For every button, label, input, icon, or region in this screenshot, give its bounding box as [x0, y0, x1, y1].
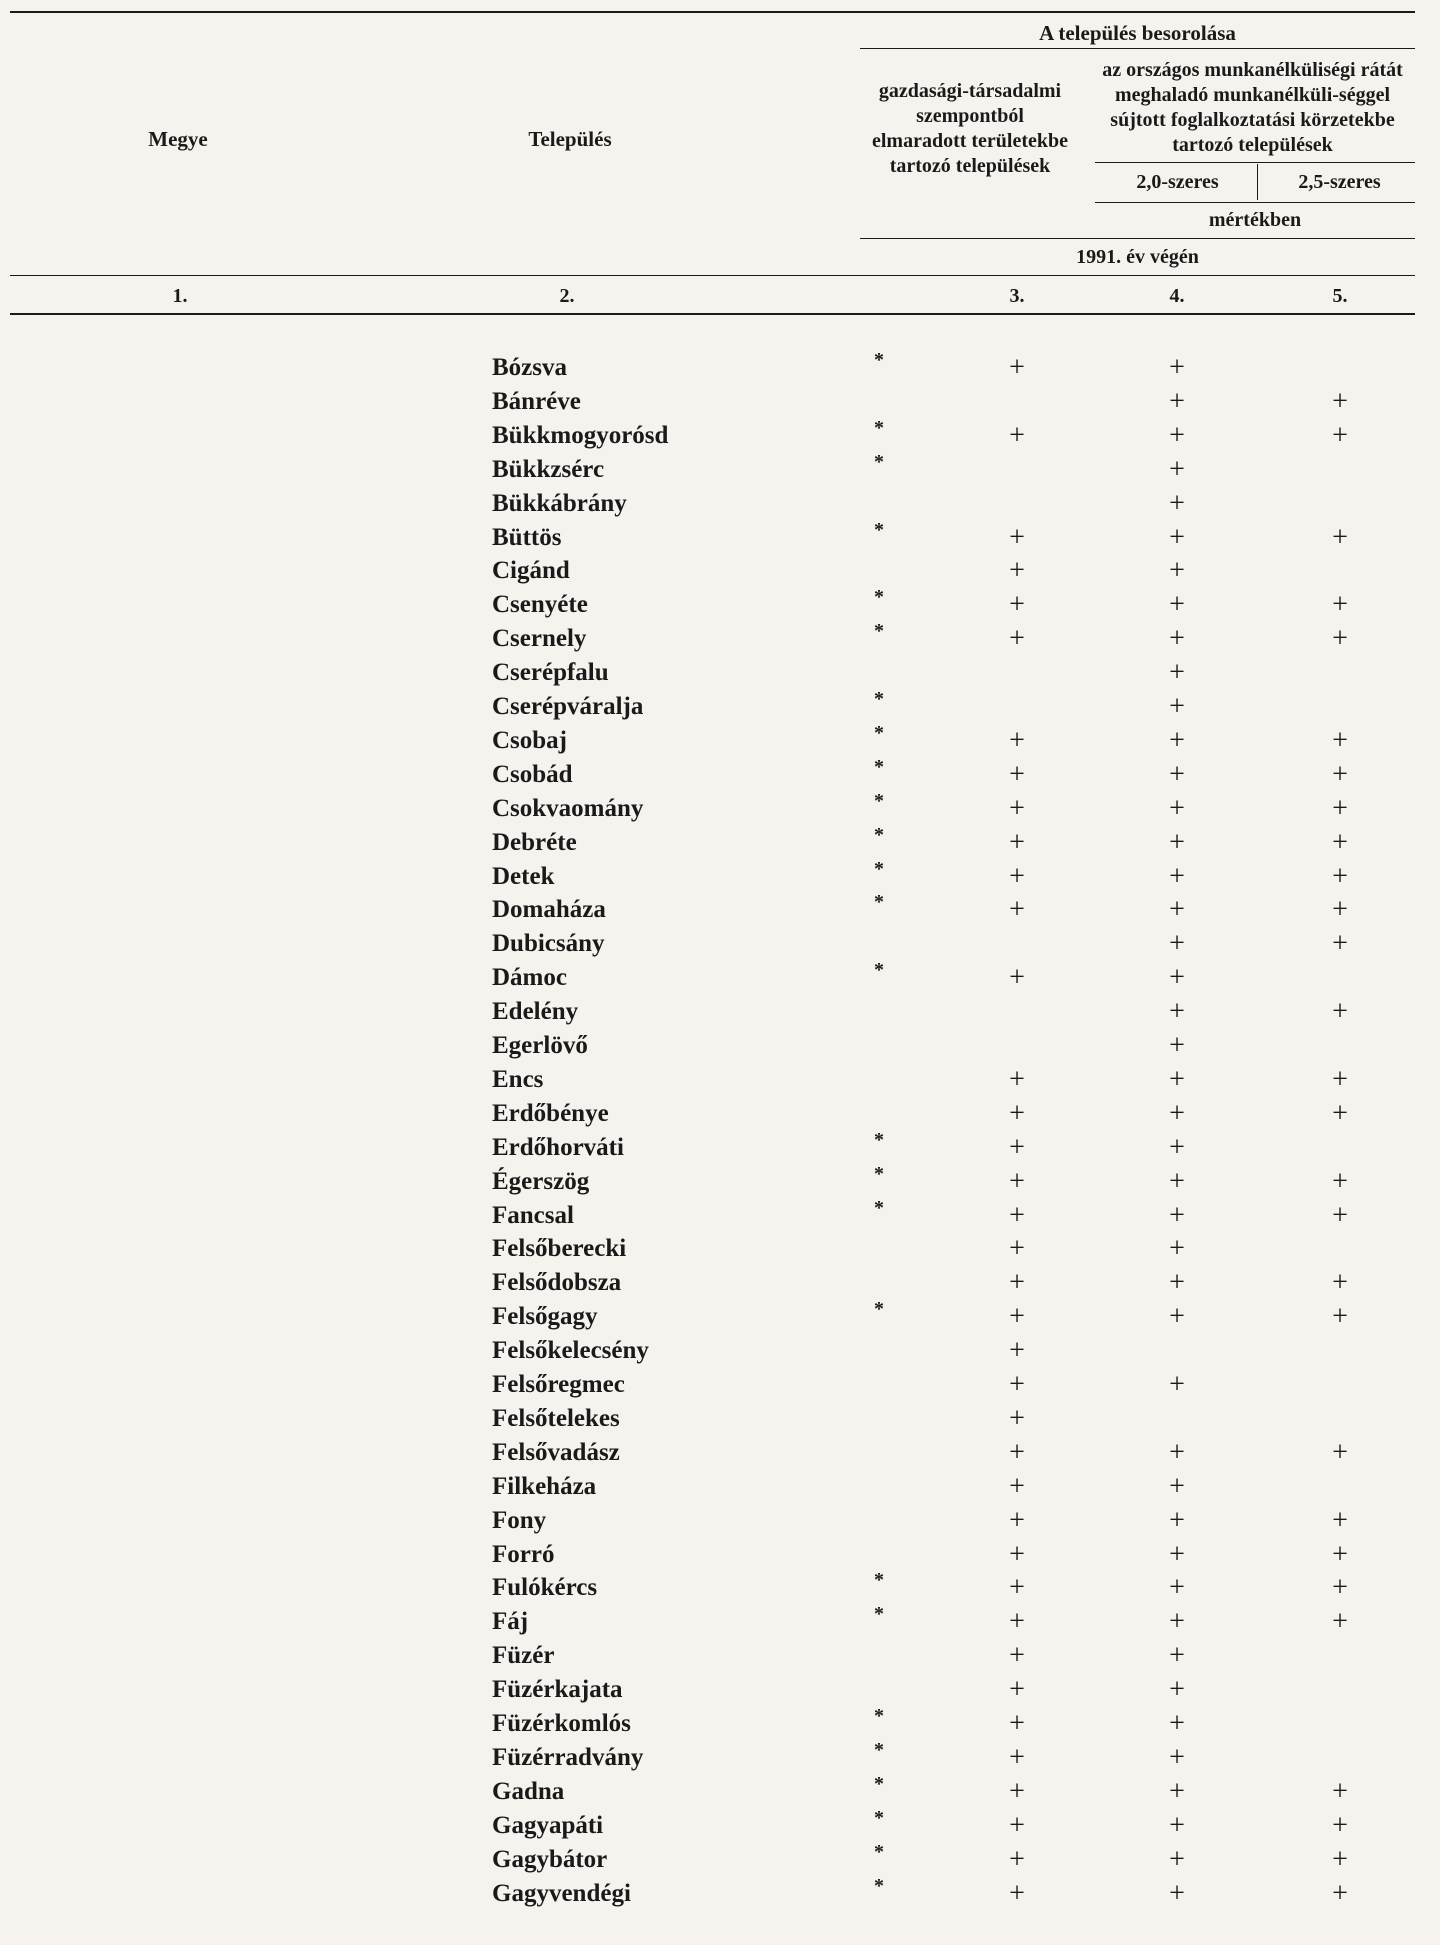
settlement-name: Csobád [492, 760, 573, 788]
col5-plus: + [1332, 792, 1348, 824]
col3-plus: + [1009, 1538, 1025, 1570]
settlement-name: Csernely [492, 625, 587, 653]
table-row [0, 1740, 1440, 1774]
col4-plus: + [1169, 691, 1185, 722]
col4-plus: + [1169, 1640, 1185, 1672]
col4-plus: + [1169, 1063, 1185, 1095]
col3-plus: + [1009, 758, 1025, 790]
settlement-name: Gadna [492, 1777, 565, 1805]
col3-plus: + [1009, 1436, 1025, 1468]
col3-plus: + [1009, 352, 1025, 383]
col3-plus: + [1009, 1775, 1025, 1807]
col5-plus: + [1332, 1877, 1348, 1909]
col5-plus: + [1332, 758, 1348, 790]
star-mark: * [874, 1874, 884, 1897]
col3-plus: + [1009, 826, 1025, 858]
group-title-rule [860, 48, 1415, 49]
col5-plus: + [1332, 1301, 1348, 1333]
col3-plus: + [1009, 1877, 1025, 1909]
col5-plus: + [1332, 1436, 1348, 1468]
star-mark: * [874, 789, 884, 812]
col4-plus: + [1169, 1301, 1185, 1333]
settlement-name: Cigánd [492, 557, 570, 585]
table-row [0, 791, 1440, 825]
col4-plus: + [1169, 352, 1185, 383]
settlement-name: Erdőbénye [492, 1099, 609, 1127]
col3-plus: + [1009, 1402, 1025, 1434]
col4-plus: + [1169, 996, 1185, 1028]
table-row [0, 1435, 1440, 1469]
settlement-name: Encs [492, 1065, 544, 1093]
star-mark: * [874, 1806, 884, 1829]
colnum-5: 5. [1332, 285, 1348, 307]
header-bottom-rule [10, 275, 1415, 276]
col4-plus: + [1169, 928, 1185, 960]
star-mark: * [874, 416, 884, 439]
settlement-name: Dubicsány [492, 930, 605, 958]
table-row [0, 825, 1440, 859]
group-title: A település besorolása [1039, 21, 1236, 45]
col4-plus: + [1169, 1572, 1185, 1604]
col4-plus: + [1169, 724, 1185, 756]
settlement-name: Felsődobsza [492, 1269, 622, 1297]
col5-plus: + [1332, 1572, 1348, 1604]
col3-plus: + [1009, 1504, 1025, 1536]
star-mark: * [874, 959, 884, 982]
settlement-name: Füzérradvány [492, 1743, 644, 1771]
col5-plus: + [1332, 521, 1348, 553]
settlement-name: Gagyvendégi [492, 1879, 631, 1907]
col4-plus: + [1169, 385, 1185, 417]
col4-plus: + [1169, 1436, 1185, 1468]
table-row [0, 689, 1440, 723]
table-row [0, 520, 1440, 554]
col5-plus: + [1332, 1538, 1348, 1570]
star-mark: * [874, 450, 884, 473]
star-mark: * [874, 891, 884, 914]
col4-plus: + [1169, 1843, 1185, 1875]
col4-plus: + [1169, 1165, 1185, 1197]
settlement-name: Büttös [492, 523, 562, 551]
mertekben-label: mértékben [1208, 209, 1302, 231]
star-mark: * [874, 857, 884, 880]
col3-plus: + [1009, 1063, 1025, 1095]
table-row [0, 994, 1440, 1028]
col5-plus: + [1332, 1063, 1348, 1095]
col5-plus: + [1332, 894, 1348, 926]
col3-plus: + [1009, 1809, 1025, 1841]
col5-plus: + [1332, 589, 1348, 621]
colnum-3: 3. [1009, 285, 1025, 307]
col4-plus: + [1169, 1097, 1185, 1129]
table-row [0, 1604, 1440, 1638]
settlement-name: Felsőregmec [492, 1371, 625, 1398]
table-row [0, 1672, 1440, 1706]
table-row [0, 655, 1440, 689]
col4-plus: + [1169, 894, 1185, 926]
table-row [0, 926, 1440, 960]
settlement-name: Égerszög [492, 1167, 590, 1195]
col4-plus: + [1169, 826, 1185, 858]
table-row [0, 1876, 1440, 1910]
settlement-name: Domaháza [492, 896, 606, 924]
col5-plus: + [1332, 623, 1348, 655]
star-mark: * [874, 1705, 884, 1727]
table-row [0, 1130, 1440, 1164]
col3-plus: + [1009, 1708, 1025, 1739]
col3-plus: + [1009, 860, 1025, 892]
col5-plus: + [1332, 996, 1348, 1028]
col4-plus: + [1169, 1369, 1185, 1400]
col3-plus: + [1009, 724, 1025, 756]
settlement-name: Felsőkelecsény [492, 1337, 649, 1365]
settlement-name: Bükkábrány [492, 489, 627, 517]
table-row [0, 1706, 1440, 1740]
settlement-name: Cserépváralja [492, 693, 644, 720]
col5-plus: + [1332, 1504, 1348, 1536]
table-row [0, 1570, 1440, 1604]
col4-plus: + [1169, 1233, 1185, 1265]
col5-plus: + [1332, 385, 1348, 417]
col4-plus: + [1169, 1606, 1185, 1638]
table-row [0, 486, 1440, 520]
star-mark: * [874, 518, 884, 541]
table-row [0, 350, 1440, 384]
settlement-name: Forró [492, 1540, 555, 1568]
subcol-divider [1257, 164, 1258, 200]
col4-plus: + [1169, 1504, 1185, 1536]
table-row [0, 1638, 1440, 1672]
settlement-name: Füzérkomlós [492, 1710, 631, 1737]
star-mark: * [874, 586, 884, 609]
col5-subheader: 2,5-szeres [1298, 171, 1381, 193]
col5-plus: + [1332, 1606, 1348, 1638]
table-row [0, 1537, 1440, 1571]
table-row [0, 1774, 1440, 1808]
col4-plus: + [1169, 1538, 1185, 1570]
col4-plus: + [1169, 1741, 1185, 1773]
col3-plus: + [1009, 1165, 1025, 1197]
col4-plus: + [1169, 1708, 1185, 1739]
col4-plus: + [1169, 1470, 1185, 1502]
settlement-name: Gagybátor [492, 1845, 608, 1873]
table-row [0, 621, 1440, 655]
col5-plus: + [1332, 1097, 1348, 1129]
col5-plus: + [1332, 826, 1348, 858]
settlement-name: Filkeháza [492, 1472, 597, 1500]
col4-plus: + [1169, 1030, 1185, 1061]
table-row [0, 723, 1440, 757]
table-row [0, 1028, 1440, 1062]
col3-plus: + [1009, 1097, 1025, 1129]
table-row [0, 859, 1440, 893]
table-row [0, 384, 1440, 418]
settlement-name: Fáj [492, 1608, 529, 1636]
settlement-name: Fancsal [492, 1201, 574, 1229]
settlement-name: Felsőberecki [492, 1235, 627, 1263]
table-row [0, 1401, 1440, 1435]
col3-plus: + [1009, 555, 1025, 587]
col4-plus: + [1169, 555, 1185, 587]
table-row [0, 1062, 1440, 1096]
table-row [0, 1231, 1440, 1265]
col4-plus: + [1169, 1809, 1185, 1841]
col3-plus: + [1009, 1640, 1025, 1672]
settlement-name: Edelény [492, 998, 579, 1026]
col3-plus: + [1009, 1131, 1025, 1163]
star-mark: * [874, 755, 884, 778]
col4-plus: + [1169, 1131, 1185, 1163]
col5-plus: + [1332, 1199, 1348, 1231]
col4-plus: + [1169, 1877, 1185, 1909]
star-mark: * [874, 1840, 884, 1863]
col4-plus: + [1169, 1199, 1185, 1231]
col4-plus: + [1169, 792, 1185, 824]
star-mark: * [874, 1196, 884, 1219]
table-row [0, 960, 1440, 994]
table-row [0, 1808, 1440, 1842]
settlement-name: Egerlövő [492, 1032, 588, 1059]
date-label: 1991. év végén [1076, 246, 1199, 268]
col4-plus: + [1169, 860, 1185, 892]
col3-label: gazdasági-társadalmi szempontból elmaradott területekbe tartozó települések [871, 80, 1069, 177]
telepules-header: Település [528, 127, 612, 151]
col3-plus: + [1009, 1741, 1025, 1773]
top-rule [10, 11, 1415, 13]
star-mark: * [874, 1772, 884, 1795]
col45-label: az országos munkanélküliségi rátát meghaladó munkanélküli-séggel sújtott foglalkoztatási körzetekbe tartozó települések [1102, 59, 1403, 156]
col3-plus: + [1009, 1267, 1025, 1299]
colnum-2: 2. [559, 285, 575, 307]
col5-plus: + [1332, 1267, 1348, 1299]
settlement-name: Dámoc [492, 964, 567, 992]
sub-bottom-rule [1095, 202, 1415, 203]
settlement-name: Erdőhorváti [492, 1133, 624, 1161]
col5-plus: + [1332, 1843, 1348, 1875]
col5-plus: + [1332, 1775, 1348, 1807]
settlement-name: Csenyéte [492, 591, 588, 619]
table-row [0, 1367, 1440, 1401]
table-row [0, 1198, 1440, 1232]
settlement-name: Fulókércs [492, 1574, 598, 1602]
star-mark: * [874, 1738, 884, 1761]
table-row [0, 1096, 1440, 1130]
col4-plus: + [1169, 962, 1185, 994]
table-row [0, 1469, 1440, 1503]
star-mark: * [874, 823, 884, 846]
table-row [0, 1333, 1440, 1367]
col3-plus: + [1009, 792, 1025, 824]
col4-plus: + [1169, 487, 1185, 519]
col4-plus: + [1169, 419, 1185, 451]
table-row [0, 892, 1440, 926]
col3-plus: + [1009, 623, 1025, 655]
settlement-name: Felsőgagy [492, 1303, 598, 1331]
col3-plus: + [1009, 419, 1025, 451]
col5-plus: + [1332, 928, 1348, 960]
settlement-name: Csokvaomány [492, 794, 644, 822]
col3-plus: + [1009, 521, 1025, 553]
settlement-name: Füzér [492, 1642, 555, 1670]
table-row [0, 1503, 1440, 1537]
star-mark: * [874, 1569, 884, 1592]
col4-plus: + [1169, 623, 1185, 655]
mertekben-rule [860, 238, 1415, 239]
col4-plus: + [1169, 453, 1185, 485]
col3-plus: + [1009, 1301, 1025, 1333]
table-row [0, 1164, 1440, 1198]
col3-plus: + [1009, 1572, 1025, 1604]
table-row [0, 1265, 1440, 1299]
star-mark: * [874, 1162, 884, 1185]
settlement-name: Detek [492, 862, 555, 890]
col4-plus: + [1169, 1674, 1185, 1706]
col3-plus: + [1009, 589, 1025, 621]
settlement-name: Fony [492, 1506, 547, 1534]
star-mark: * [874, 620, 884, 643]
col4-plus: + [1169, 521, 1185, 553]
settlement-name: Felsőtelekes [492, 1404, 620, 1432]
settlement-name: Csobaj [492, 726, 568, 754]
colnum-rule [10, 313, 1415, 315]
table-row [0, 757, 1440, 791]
colnum-1: 1. [172, 285, 188, 307]
settlement-name: Felsővadász [492, 1438, 620, 1466]
col5-plus: + [1332, 724, 1348, 756]
star-mark: * [874, 349, 884, 371]
col3-plus: + [1009, 894, 1025, 926]
col5-plus: + [1332, 419, 1348, 451]
col3-plus: + [1009, 1606, 1025, 1638]
colnum-4: 4. [1169, 285, 1185, 307]
settlement-name: Cserépfalu [492, 659, 609, 687]
table-row [0, 1299, 1440, 1333]
settlement-name: Bózsva [492, 354, 567, 381]
col3-plus: + [1009, 1233, 1025, 1265]
col4-plus: + [1169, 657, 1185, 689]
settlement-name: Bánréve [492, 387, 581, 415]
col4-plus: + [1169, 758, 1185, 790]
col4-plus: + [1169, 1267, 1185, 1299]
col4-plus: + [1169, 1775, 1185, 1807]
col5-plus: + [1332, 1165, 1348, 1197]
settlement-name: Bükkmogyorósd [492, 421, 669, 449]
col5-plus: + [1332, 860, 1348, 892]
col3-plus: + [1009, 1470, 1025, 1502]
col3-plus: + [1009, 1369, 1025, 1400]
col3-plus: + [1009, 1199, 1025, 1231]
table-row [0, 553, 1440, 587]
col4-subheader: 2,0-szeres [1136, 171, 1219, 193]
col3-plus: + [1009, 962, 1025, 994]
table-row [0, 418, 1440, 452]
star-mark: * [874, 721, 884, 744]
col5-plus: + [1332, 1809, 1348, 1841]
star-mark: * [874, 1603, 884, 1626]
table-row [0, 452, 1440, 486]
col4-plus: + [1169, 589, 1185, 621]
settlement-name: Gagyapáti [492, 1811, 604, 1839]
col3-plus: + [1009, 1674, 1025, 1706]
subcol-rule [1095, 162, 1415, 163]
settlement-name: Bükkzsérc [492, 455, 605, 483]
megye-header: Megye [148, 127, 208, 151]
table-row [0, 1842, 1440, 1876]
table-row [0, 587, 1440, 621]
star-mark: * [874, 1298, 884, 1321]
settlement-name: Füzérkajata [492, 1676, 623, 1704]
col3-plus: + [1009, 1843, 1025, 1875]
settlement-name: Debréte [492, 828, 577, 856]
star-mark: * [874, 1128, 884, 1151]
star-mark: * [874, 688, 884, 710]
col3-plus: + [1009, 1335, 1025, 1367]
